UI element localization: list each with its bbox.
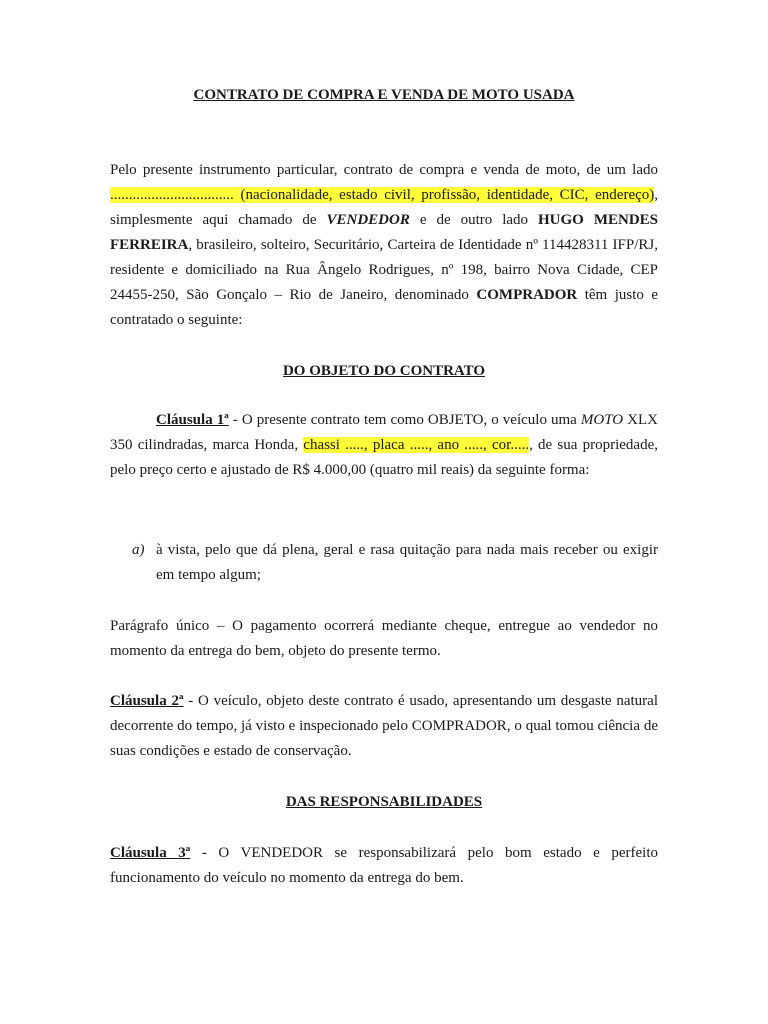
vendedor-term: VENDEDOR — [326, 212, 410, 228]
clause-1-text-1: - O presente contrato tem como OBJETO, o veículo uma — [228, 412, 581, 428]
paragrafo-unico: Parágrafo único – O pagamento ocorrerá mediante cheque, entregue ao vendedor no momento da entrega do bem, objeto do presente termo. — [110, 618, 658, 659]
comprador-term: COMPRADOR — [476, 287, 578, 303]
document-title: CONTRATO DE COMPRA E VENDA DE MOTO USADA — [193, 87, 575, 103]
buyer-name: HUGO MENDES FERREIRA — [110, 212, 658, 253]
clause-2-label: Cláusula 2ª — [110, 693, 184, 709]
list-item-a-text: à vista, pelo que dá plena, geral e rasa quitação para nada mais receber ou exigir em tempo algum; — [156, 542, 658, 583]
intro-paragraph — [110, 158, 658, 333]
intro-text-2: , simplesmente aqui chamado de — [110, 187, 658, 228]
vendor-placeholder-highlight: ................................. (nacionalidade, estado civil, profissão, identidade, CIC, endereço) — [110, 187, 655, 203]
intro-text-5: têm justo e contratado o seguinte: — [110, 287, 659, 328]
vehicle-details-highlight: chassi ....., placa ....., ano ....., cor..... — [303, 437, 530, 453]
clause-3-text: - O VENDEDOR se responsabilizará pelo bom estado e perfeito funcionamento do veículo no momento da entrega do bem. — [110, 845, 658, 886]
clause-1-label: Cláusula 1ª — [156, 412, 229, 428]
list-item-a — [132, 538, 658, 588]
clause-3 — [110, 841, 658, 891]
clause-2-text: - O veículo, objeto deste contrato é usado, apresentando um desgaste natural decorrente do tempo, já visto e inspecionado pelo COMPRADOR, o qual tomou ciência de suas condições e estado de conservação. — [110, 693, 658, 759]
moto-term: MOTO — [580, 412, 624, 428]
clause-3-label: Cláusula 3ª — [110, 845, 191, 861]
section-heading-responsabilidades: DAS RESPONSABILIDADES — [285, 794, 483, 810]
intro-text-1: Pelo presente instrumento particular, contrato de compra e venda de moto, de um lado — [110, 162, 658, 178]
list-marker-a: a) — [132, 542, 145, 558]
section-heading-objeto: DO OBJETO DO CONTRATO — [282, 363, 486, 379]
clause-2 — [110, 689, 658, 764]
clause-1-text-2: XLX 350 cilindradas, marca Honda, — [110, 412, 659, 453]
clause-1 — [110, 408, 658, 483]
intro-text-3: e de outro lado — [409, 212, 539, 228]
intro-text-4: , brasileiro, solteiro, Securitário, Carteira de Identidade nº 114428311 IFP/RJ, residente e domiciliado na Rua Ângelo Rodrigues, nº 198, bairro Nova Cidade, CEP 24455-250, São Gonçalo – Rio de Janeiro, denominado — [110, 237, 658, 303]
clause-1-text-3: , de sua propriedade, pelo preço certo e ajustado de R$ 4.000,00 (quatro mil reais) da seguinte forma: — [110, 437, 658, 478]
